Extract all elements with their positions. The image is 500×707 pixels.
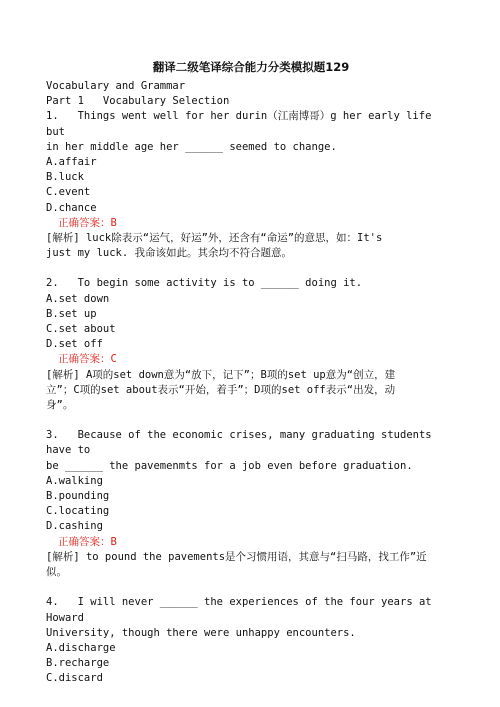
- answer-option: C.discard: [46, 672, 103, 685]
- explanation-line: 立”；C项的set about表示“开始，着手”；D项的set off表示“出发，动: [46, 383, 396, 396]
- explanation-line: 身”。: [46, 399, 74, 412]
- question-stem-line: 1. Things went well for her durin（江南博哥）g her early life but: [46, 110, 438, 138]
- part-heading: Part 1 Vocabulary Selection: [46, 95, 230, 108]
- question-spacer: [46, 580, 456, 595]
- document-title: 翻译二级笔译综合能力分类模拟题129: [152, 60, 350, 74]
- answer-option: B.luck: [46, 171, 84, 184]
- question-stem-line: 2. To begin some activity is to ______ doing it.: [46, 277, 363, 290]
- answer-option: D.set off: [46, 338, 103, 351]
- answer-option: A.walking: [46, 474, 103, 487]
- answer-option: A.set down: [46, 292, 110, 305]
- answer-option: A.affair: [46, 156, 97, 169]
- answer-option: B.recharge: [46, 657, 110, 670]
- explanation-line: 似。: [46, 566, 67, 579]
- question-item: [46, 595, 456, 686]
- correct-answer: 正确答案：C: [58, 353, 117, 366]
- answer-option: D.chance: [46, 201, 97, 214]
- answer-option: C.set about: [46, 323, 116, 336]
- question-spacer: [46, 261, 456, 276]
- answer-option: A.discharge: [46, 641, 116, 654]
- question-stem-line: 3. Because of the economic crises, many graduating students have to: [46, 429, 438, 457]
- document-page: [46, 58, 456, 687]
- explanation-line: [解析] to pound the pavements是个习惯用语，其意与“扫马路，找工作”近: [46, 550, 427, 563]
- question-item: [46, 428, 456, 580]
- question-item: [46, 109, 456, 261]
- answer-option: B.pounding: [46, 490, 110, 503]
- answer-option: D.cashing: [46, 520, 103, 533]
- question-stem-line: be ______ the pavemenmts for a job even before graduation.: [46, 459, 413, 472]
- question-spacer: [46, 413, 456, 428]
- answer-option: C.locating: [46, 505, 110, 518]
- answer-option: B.set up: [46, 307, 97, 320]
- explanation-line: [解析] A项的set down意为“放下，记下”；B项的set up意为“创立，建: [46, 368, 396, 381]
- explanation-line: just my luck. 我命该如此。其余均不符合题意。: [46, 247, 293, 260]
- question-stem-line: 4. I will never ______ the experiences of the four years at Howard: [46, 596, 438, 624]
- question-list: [46, 109, 456, 686]
- correct-answer: 正确答案：B: [58, 535, 117, 548]
- answer-option: C.event: [46, 186, 91, 199]
- question-item: [46, 276, 456, 413]
- question-stem-line: in her middle age her ______ seemed to change.: [46, 140, 337, 153]
- question-stem-line: University, though there were unhappy encounters.: [46, 626, 356, 639]
- correct-answer: 正确答案：B: [58, 216, 117, 229]
- section-heading: Vocabulary and Grammar: [46, 80, 186, 92]
- explanation-line: [解析] luck除表示“运气，好运”外，还含有“命运”的意思，如：It's: [46, 232, 383, 245]
